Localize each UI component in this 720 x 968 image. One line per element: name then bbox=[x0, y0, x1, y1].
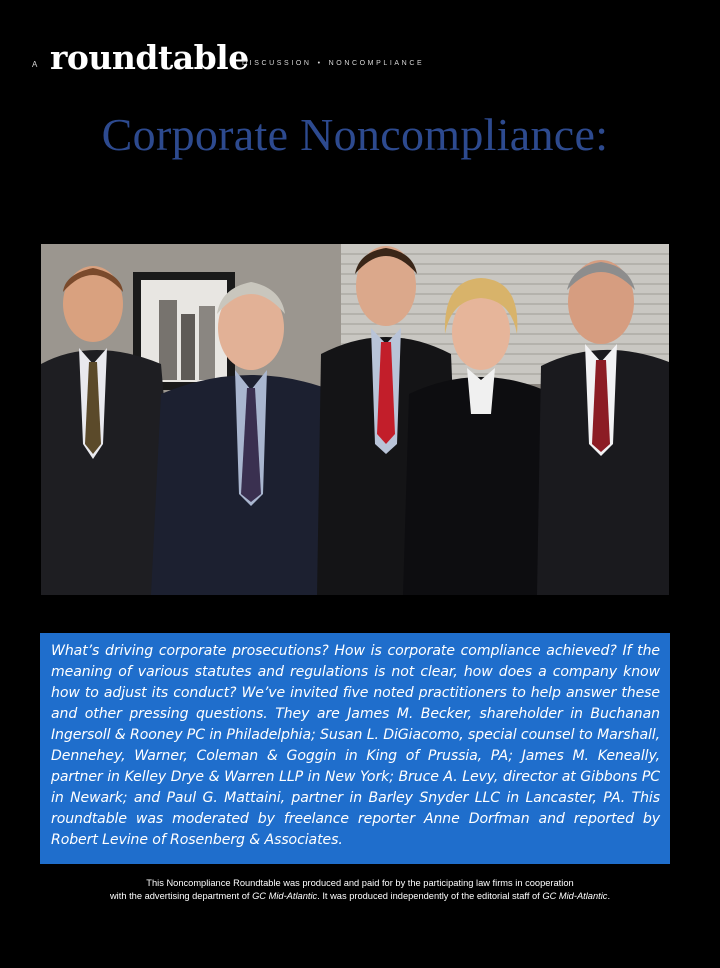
masthead bbox=[32, 38, 632, 78]
disclaimer-line-2 bbox=[0, 890, 720, 903]
intro-text: What’s driving corporate prosecutions? How is corporate compliance achieved? If the meaning of various statutes and regulations is not clear, how does a company know how to adjust its conduct? We’ve invited five noted practitioners to help answer these and other pressing questions. They are James M. Becker, shareholder in Buchanan Ingersoll & Rooney PC in Philadelphia; Susan L. DiGiacomo, special counsel to Marshall, Dennehey, Warner, Coleman & Goggin in King of Prussia, PA; James M. Keneally, partner in Kelley Drye & Warren LLP in New York; Bruce A. Levy, director at Gibbons PC in Newark; and Paul G. Mattaini, partner in Barley Snyder LLC in Lancaster, PA. This roundtable was moderated by freelance reporter Anne Dorfman and reported by Robert Levine of Rosenberg & Associates. bbox=[51, 643, 661, 848]
section-separator: • bbox=[317, 60, 323, 67]
disclaimer-line-1: This Noncompliance Roundtable was produced and paid for by the participating law firms in cooperation bbox=[146, 878, 574, 888]
masthead-prefix: A bbox=[32, 60, 39, 69]
section-discussion: DISCUSSION bbox=[242, 60, 312, 67]
roundtable-logo: roundtable bbox=[50, 38, 249, 77]
disclaimer-line-2-a: with the advertising department of bbox=[109, 890, 253, 901]
disclaimer-line-2-c: . bbox=[607, 890, 611, 901]
disclaimer bbox=[0, 877, 720, 902]
section-noncompliance: NONCOMPLIANCE bbox=[328, 60, 425, 67]
page-title: Corporate Noncompliance: bbox=[101, 109, 609, 160]
section-label bbox=[242, 60, 424, 67]
intro-box bbox=[40, 633, 670, 864]
group-photo-illustration bbox=[41, 244, 669, 595]
disclaimer-line-2-b: . It was produced independently of the editorial staff of bbox=[317, 890, 543, 901]
group-photo-image bbox=[41, 244, 669, 595]
publication-name-1: GC Mid-Atlantic bbox=[252, 890, 318, 901]
publication-name-2: GC Mid-Atlantic bbox=[542, 890, 608, 901]
